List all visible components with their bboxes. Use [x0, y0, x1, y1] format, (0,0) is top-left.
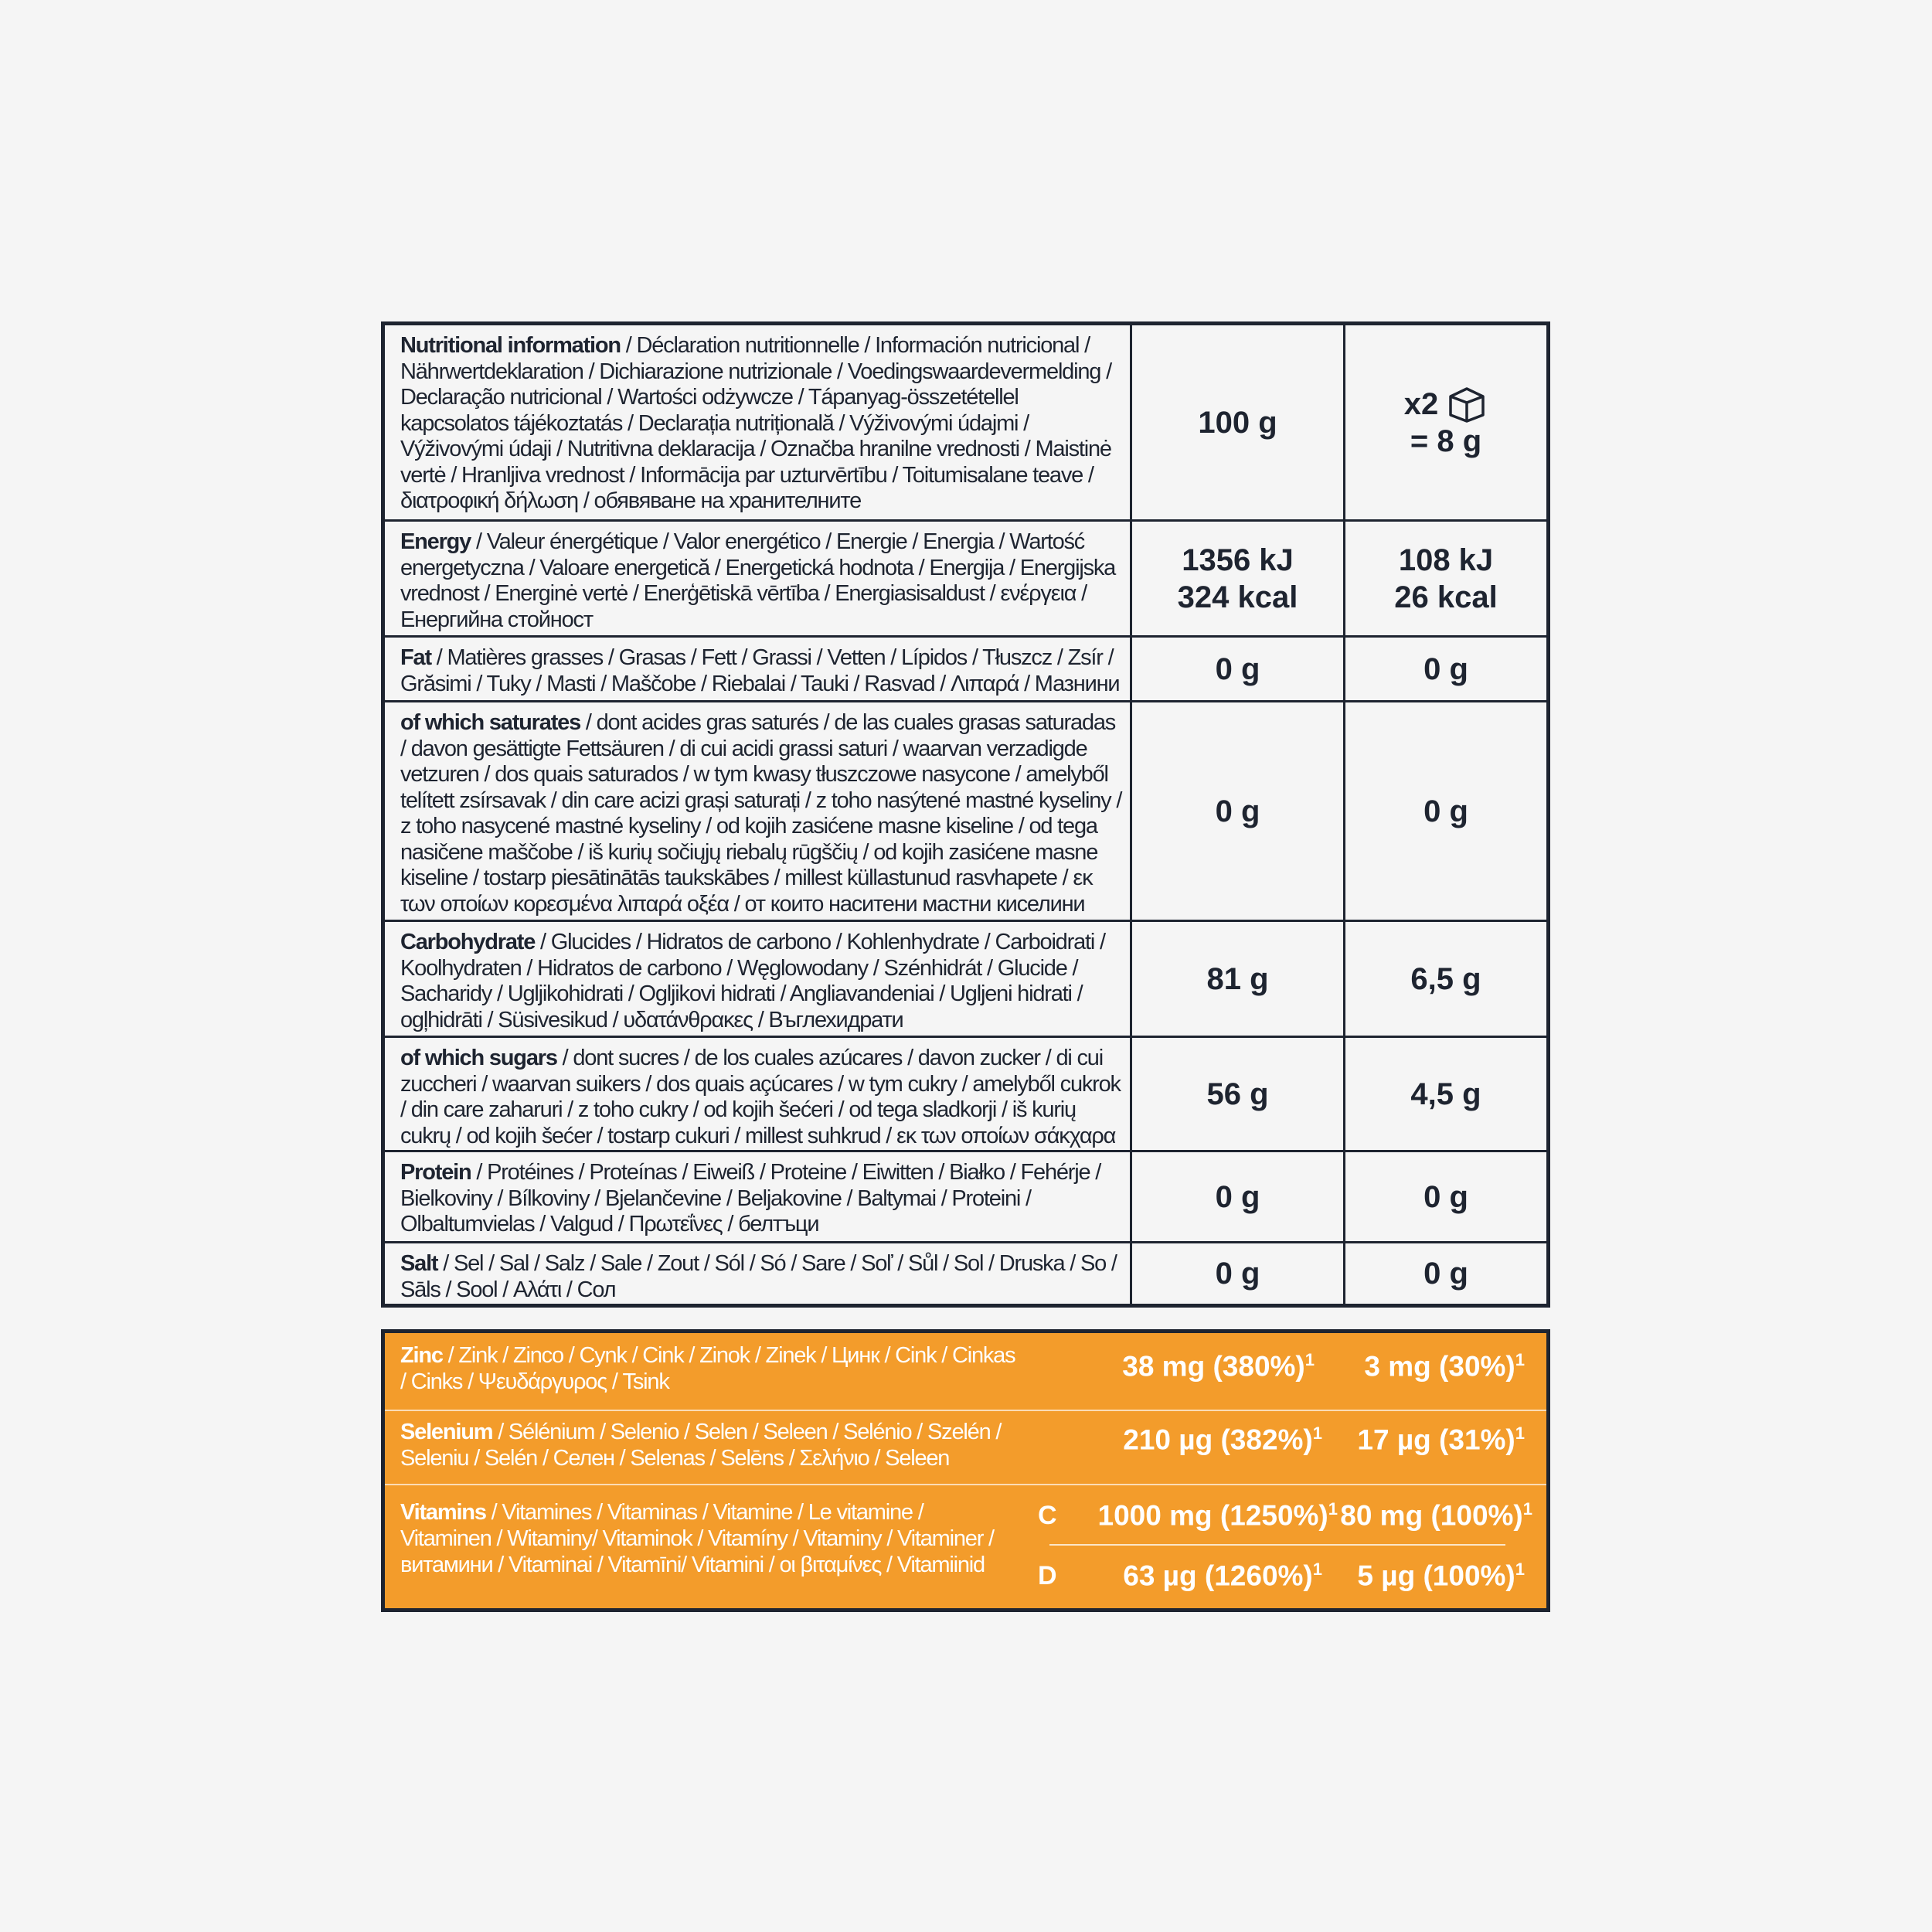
footnote-mark: 1: [1312, 1423, 1322, 1443]
vitamin-c-letter: C: [1038, 1501, 1057, 1530]
vitamin-d-letter: D: [1038, 1561, 1057, 1590]
header-label-bold: Nutritional information: [400, 333, 621, 358]
zinc-label-bold: Zinc: [400, 1343, 443, 1368]
carbohydrate-label-bold: Carbohydrate: [400, 930, 536, 954]
header-per-100g: [1132, 325, 1345, 522]
salt-label-rest: / Sel / Sal / Salz / Sale / Zout / Sól / Só / Sare / Soľ / Sůl / Sol / Druska / So / Sāls / Sool / Αλάτι / Сол: [400, 1251, 1117, 1302]
energy-kj-serving: 108 kJ: [1398, 543, 1494, 577]
serving-weight: = 8 g: [1410, 423, 1482, 458]
protein-label: [385, 1152, 1132, 1243]
selenium-row: [385, 1410, 1546, 1485]
selenium-per-serving: [1357, 1423, 1525, 1456]
vitamin-d-per-100g: [1123, 1560, 1322, 1592]
selenium-per-serving-value: 17 µg (31%): [1357, 1423, 1515, 1456]
footnote-mark: 1: [1304, 1350, 1315, 1369]
zinc-row: [385, 1333, 1546, 1411]
per-100g-label: 100 g: [1198, 405, 1277, 440]
footnote-mark: 1: [1522, 1499, 1532, 1519]
protein-per-serving: 0 g: [1345, 1152, 1546, 1243]
sugars-label-bold: of which sugars: [400, 1046, 557, 1070]
zinc-per-serving-value: 3 mg (30%): [1364, 1350, 1515, 1383]
footnote-mark: 1: [1515, 1423, 1525, 1443]
fat-per-100g: 0 g: [1132, 638, 1345, 702]
protein-label-rest: / Protéines / Proteínas / Eiweiß / Proteine / Eiwitten / Białko / Fehérje / Bielkoviny / Bílkoviny / Bjelančevine / Beljakovine / Baltymai / Proteini / Olbaltumvielas / Valgud / Πρωτεΐνες / белтъци: [400, 1160, 1101, 1236]
footnote-mark: 1: [1312, 1560, 1322, 1579]
vitamin-d-per-serving-value: 5 µg (100%): [1357, 1560, 1515, 1592]
vitamins-row: [385, 1484, 1546, 1608]
energy-per-serving: [1345, 522, 1546, 638]
micronutrient-table: [381, 1329, 1550, 1612]
saturates-per-serving: 0 g: [1345, 702, 1546, 922]
zinc-per-100g-value: 38 mg (380%): [1122, 1350, 1305, 1383]
fat-label: [385, 638, 1132, 702]
energy-kj-100g: 1356 kJ: [1182, 543, 1294, 577]
energy-label: [385, 522, 1132, 638]
saturates-label-rest: / dont acides gras saturés / de las cuales grasas saturadas / davon gesättigte Fettsäuren / di cui acidi grassi saturi / waarvan verzadigde vetzuren / dos quais saturados / w tym kwasy tłuszczowe nasycone / amelyből telített zsírsavak / din care acizi grași saturați / z toho nasýtené mastné kyseliny / z toho nasycené mastné kyseliny / od kojih zasićene masne kiseline / od tega nasičene maščobe / iš kurių sočiųjų riebalų rūgščių / od kojih zasićene masne kiseline / tostarp piesātinātās taukskābes / millest küllastunud rasvhapete / εκ των οποίων κορεσμένα λιπαρά οξέα / от които наситени мастни киселини: [400, 710, 1122, 917]
vitamin-c-per-serving: [1340, 1499, 1532, 1532]
carbohydrate-per-serving: 6,5 g: [1345, 922, 1546, 1038]
vitamin-c-per-100g-value: 1000 mg (1250%): [1097, 1499, 1328, 1532]
fat-label-bold: Fat: [400, 645, 431, 670]
protein-label-bold: Protein: [400, 1160, 471, 1185]
sugars-per-serving: 4,5 g: [1345, 1038, 1546, 1152]
vitamin-d-per-100g-value: 63 µg (1260%): [1123, 1560, 1313, 1592]
selenium-label: [400, 1419, 1019, 1471]
vitamin-divider: [1049, 1544, 1505, 1546]
salt-per-100g: 0 g: [1132, 1243, 1345, 1304]
serving-count-line: [1404, 386, 1488, 423]
carbohydrate-per-100g: 81 g: [1132, 922, 1345, 1038]
vitamin-d-per-serving: [1357, 1560, 1525, 1592]
vitamins-label-bold: Vitamins: [400, 1500, 486, 1525]
vitamin-c-per-serving-value: 80 mg (100%): [1340, 1499, 1523, 1532]
energy-per-100g: [1132, 522, 1345, 638]
zinc-label-rest: / Zink / Zinco / Cynk / Cink / Zinok / Zinek / Цинк / Cink / Cinkas / Cinks / Ψευδάργυρος / Tsink: [400, 1343, 1015, 1394]
saturates-label: [385, 702, 1132, 922]
footnote-mark: 1: [1328, 1499, 1338, 1519]
energy-label-bold: Energy: [400, 529, 471, 554]
salt-label-bold: Salt: [400, 1251, 438, 1276]
header-label: [385, 325, 1132, 522]
sugars-label-rest: / dont sucres / de los cuales azúcares / davon zucker / di cui zuccheri / waarvan suikers / dos quais açúcares / w tym cukry / amelyből cukrok / din care zaharuri / z toho cukry / od kojih šećeri / od tega sladkorji / iš kurių cukrų / od kojih šećer / tostarp cukuri / millest suhkrud / εκ των οποίων σάκχαρα: [400, 1046, 1121, 1148]
protein-per-100g: 0 g: [1132, 1152, 1345, 1243]
zinc-label: [400, 1342, 1019, 1395]
selenium-per-100g-value: 210 µg (382%): [1123, 1423, 1313, 1456]
fat-per-serving: 0 g: [1345, 638, 1546, 702]
header-per-serving: [1345, 325, 1546, 522]
header-label-rest: / Déclaration nutritionnelle / Información nutricional / Nährwertdeklaration / Dichiarazione nutrizionale / Voedingswaardevermelding / Declaração nutricional / Wartości odżywcze / Tápanyag-összetétellel kapcsolatos tájékoztatás / Declarația nutrițională / Výživovými údajmi / Výživovými údaji / Nutritivna deklaracija / Označba hranilne vrednosti / Maistinė vertė / Hranljiva vrednost / Informācija par uzturvērtību / Toitumisalane teave / διατροφική δήλωση / обявяване на хранителните: [400, 333, 1111, 513]
vitamin-c-per-100g: [1098, 1499, 1338, 1532]
carbohydrate-label-rest: / Glucides / Hidratos de carbono / Kohlenhydrate / Carboidrati / Koolhydraten / Hidratos de carbono / Węglowodany / Szénhidrát / Glucide / Sacharidy / Ugljikohidrati / Ogljikovi hidrati / Angliavandeniai / Ugljeni hidrati / ogļhidrāti / Süsivesikud / υδατάνθρακες / Въглехидрати: [400, 930, 1105, 1032]
saturates-per-100g: 0 g: [1132, 702, 1345, 922]
carbohydrate-label: [385, 922, 1132, 1038]
selenium-label-bold: Selenium: [400, 1420, 493, 1444]
vitamins-label-rest: / Vitamines / Vitaminas / Vitamine / Le vitamine / Vitaminen / Witaminy/ Vitaminok / Vitamíny / Vitaminy / Vitaminer / витамини / Vitaminai / Vitamīni/ Vitamini / οι βιταμίνες / Vitamiinid: [400, 1500, 994, 1577]
vitamins-label: [400, 1499, 1019, 1578]
sugars-label: [385, 1038, 1132, 1152]
saturates-label-bold: of which saturates: [400, 710, 581, 735]
selenium-per-100g: [1123, 1423, 1322, 1456]
sugars-per-100g: 56 g: [1132, 1038, 1345, 1152]
energy-kcal-serving: 26 kcal: [1394, 580, 1498, 614]
energy-kcal-100g: 324 kcal: [1177, 580, 1298, 614]
energy-label-rest: / Valeur énergétique / Valor energético / Energie / Energia / Wartość energetyczna / Valoare energetică / Energetická hodnota / Energija / Energijska vrednost / Energinė vertė / Enerģētiskā vērtība / Energiasisaldust / ενέργεια / Енергийна стойност: [400, 529, 1116, 632]
selenium-label-rest: / Sélénium / Selenio / Selen / Seleen / Selénio / Szelén / Seleniu / Selén / Селен / Selenas / Selēns / Σελήνιο / Seleen: [400, 1420, 1002, 1471]
cube-icon: [1446, 386, 1488, 423]
zinc-per-100g: [1122, 1350, 1315, 1383]
fat-label-rest: / Matières grasses / Grasas / Fett / Grassi / Vetten / Lípidos / Tłuszcz / Zsír / Grăsimi / Tuky / Masti / Maščobe / Riebalai / Tauki / Rasvad / Λιπαρά / Мазнини: [400, 645, 1120, 696]
serving-count: x2: [1403, 386, 1439, 421]
salt-label: [385, 1243, 1132, 1304]
footnote-mark: 1: [1515, 1560, 1525, 1579]
footnote-mark: 1: [1515, 1350, 1525, 1369]
nutrition-table: [381, 321, 1550, 1308]
salt-per-serving: 0 g: [1423, 1257, 1468, 1291]
zinc-per-serving: [1364, 1350, 1525, 1383]
